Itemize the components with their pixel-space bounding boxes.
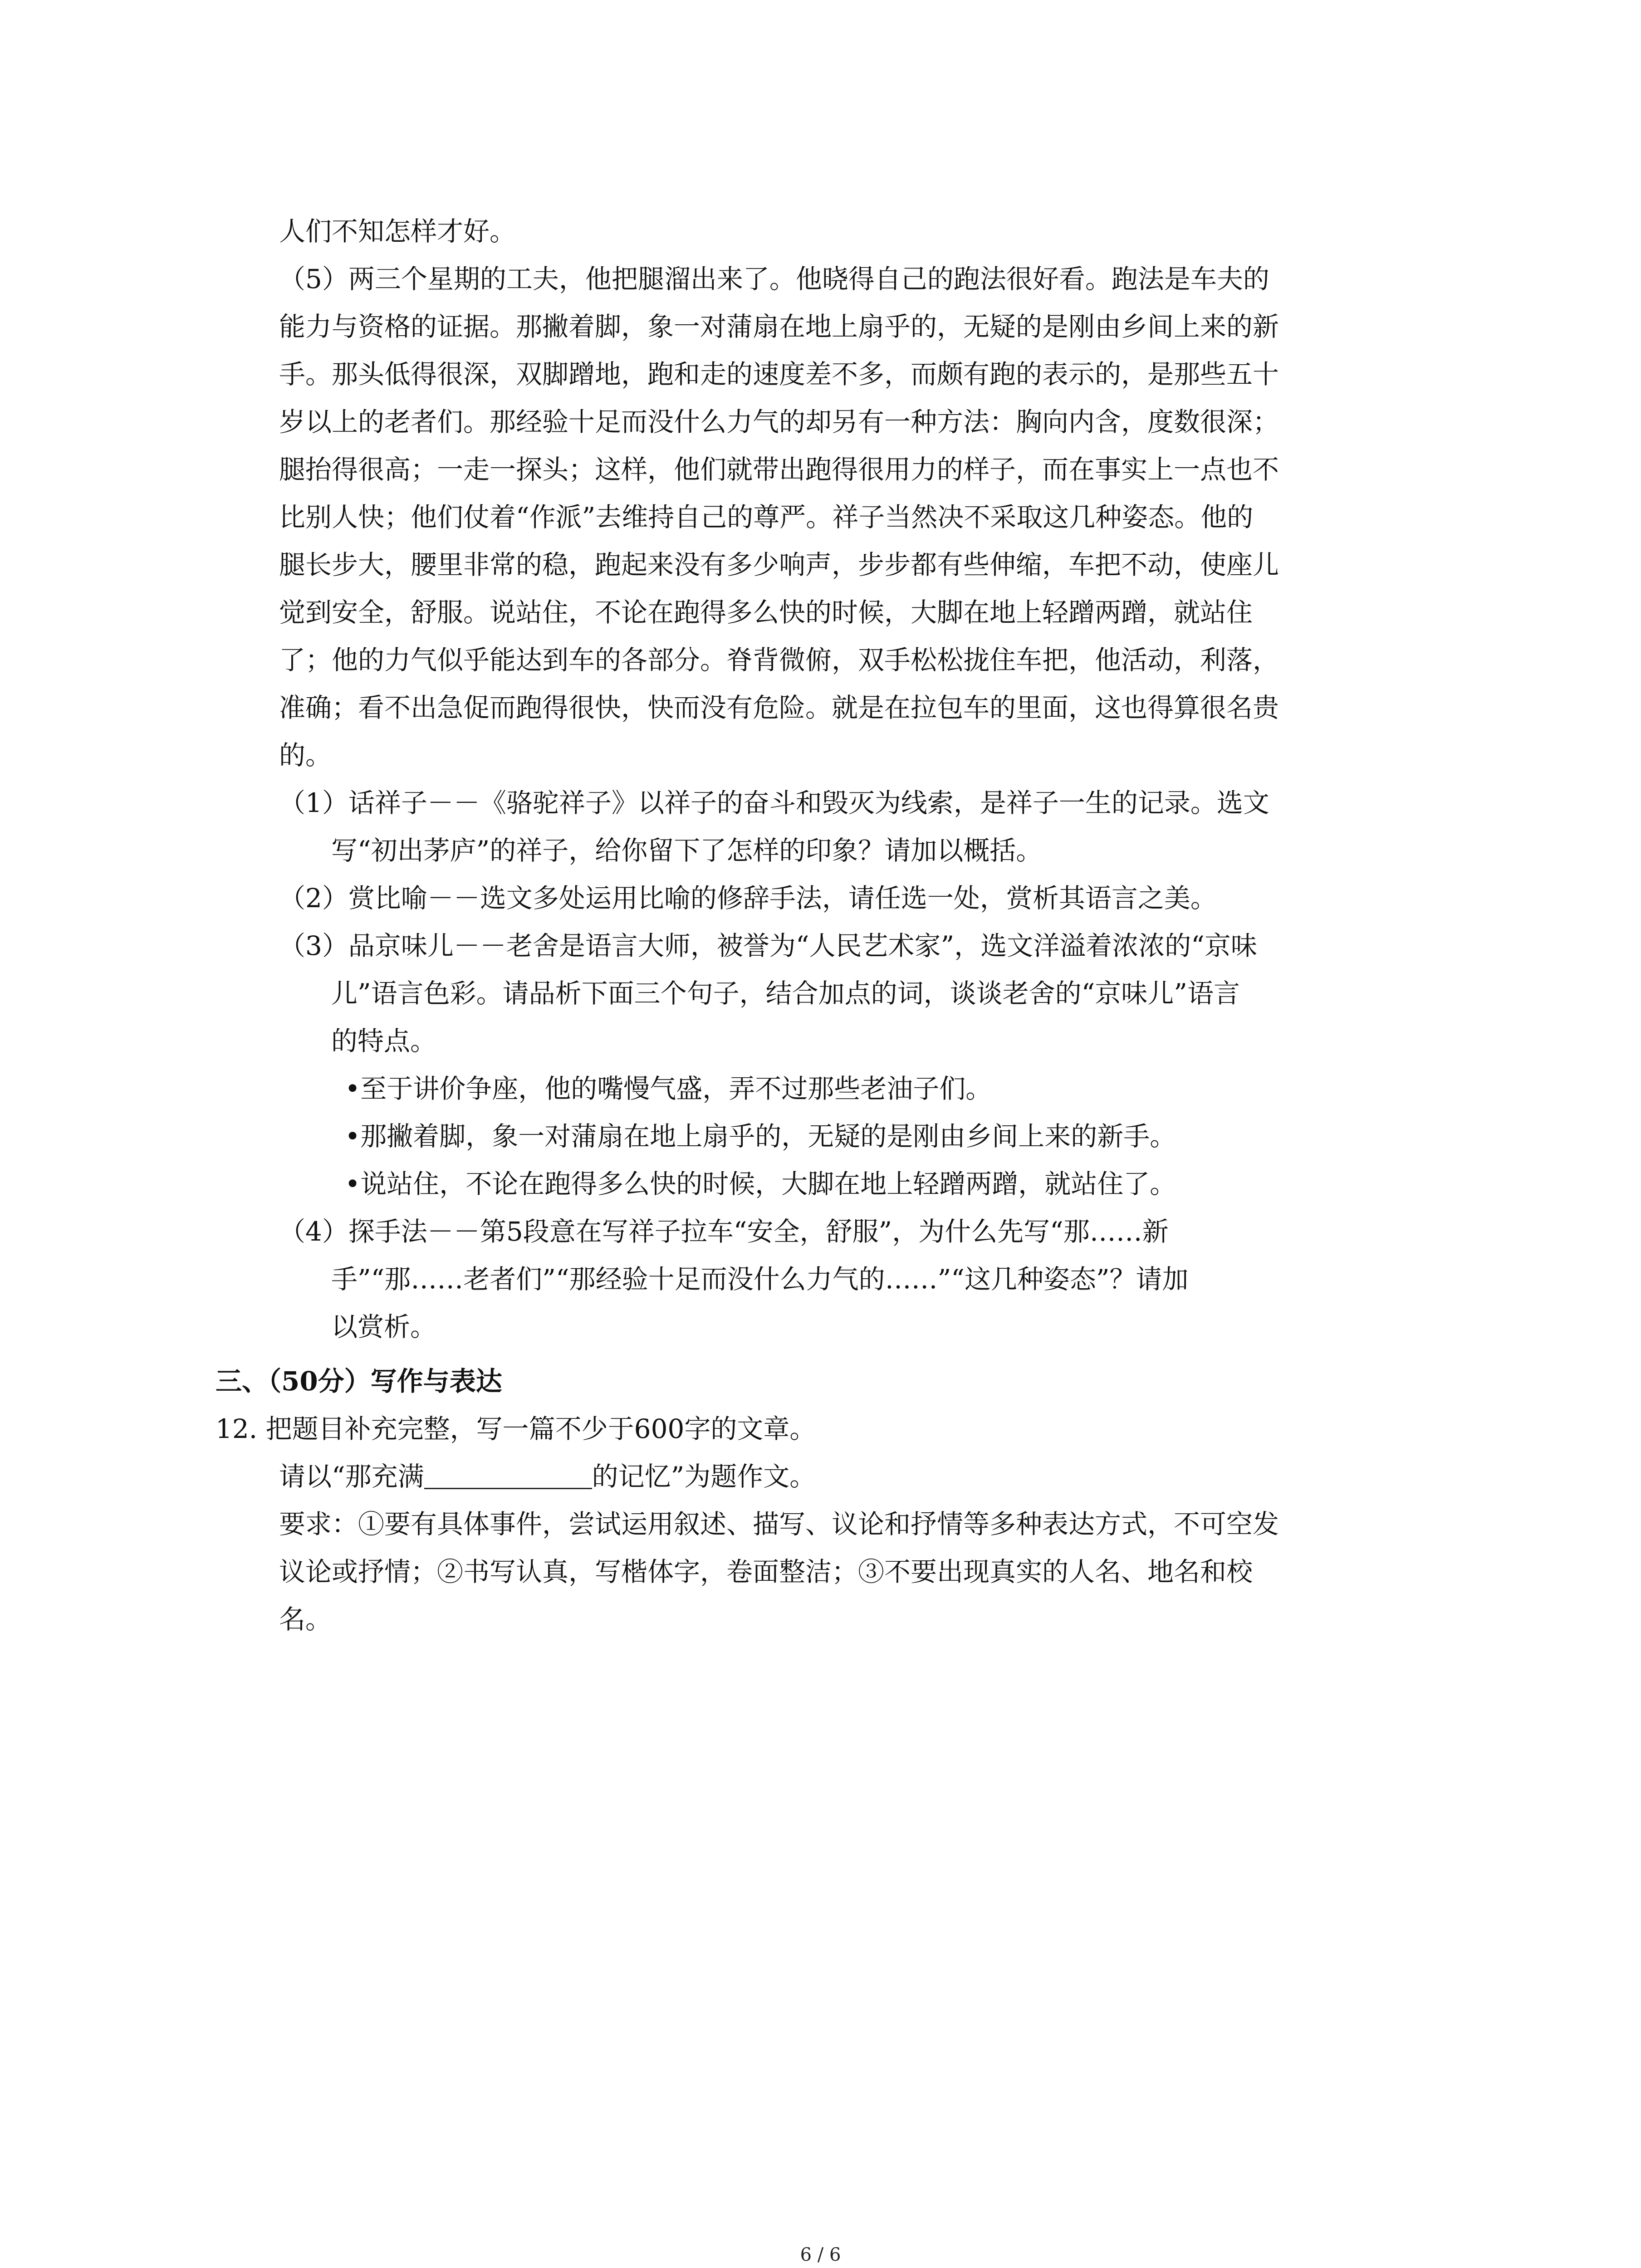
passage-line: 比别人快；他们仗着“作派”去维持自己的尊严。祥子当然决不采取这几种姿态。他的 [279,502,1254,533]
prompt-after: 的记忆”为题作文。 [592,1461,816,1492]
question-line: 的特点。 [331,1026,437,1056]
passage-line: 岁以上的老者们。那经验十足而没什么力气的却另有一种方法：胸向内含，度数很深； [279,406,1279,437]
section-heading: 三、（50分）写作与表达 [216,1366,502,1397]
question-line: （4）探手法－－第5段意在写祥子拉车“安全，舒服”，为什么先写“那……新 [279,1216,1169,1247]
question-line: 写“初出茅庐”的祥子，给你留下了怎样的印象？请加以概括。 [331,835,1043,866]
requirement-line: 名。 [279,1604,332,1635]
question-line: （3）品京味儿－－老舍是语言大师，被誉为“人民艺术家”，选文洋溢着浓浓的“京味 [279,930,1257,961]
page-number: 6 / 6 [800,2244,841,2265]
bullet-sentence: •那撇着脚，象一对蒲扇在地上扇乎的，无疑的是刚由乡间上来的新手。 [345,1121,1176,1152]
essay-prompt [279,1454,816,1499]
question-line: 手”“那……老者们”“那经验十足而没什么力气的……”“这几种姿态”？请加 [331,1264,1189,1295]
question-line: 以赏析。 [331,1311,437,1342]
passage-line: 了；他的力气似乎能达到车的各部分。脊背微俯，双手松松拢住车把，他活动，利落， [279,645,1279,675]
bullet-sentence: •至于讲价争座，他的嘴慢气盛，弄不过那些老油子们。 [345,1073,992,1104]
passage-line: 的。 [279,740,332,771]
bullet-sentence: •说站住，不论在跑得多么快的时候，大脚在地上轻蹭两蹭，就站住了。 [345,1168,1176,1199]
passage-line: 腿长步大，腰里非常的稳，跑起来没有多少响声，步步都有些伸缩，车把不动，使座儿 [279,549,1279,580]
question-line: （2）赏比喻－－选文多处运用比喻的修辞手法，请任选一处，赏析其语言之美。 [279,883,1217,914]
requirement-line: 议论或抒情；②书写认真，写楷体字，卷面整洁；③不要出现真实的人名、地名和校 [279,1556,1253,1587]
question-12: 12. 把题目补充完整，写一篇不少于600字的文章。 [216,1413,816,1444]
passage-line: 人们不知怎样才好。 [279,216,516,247]
passage-line: 手。那头低得很深，双脚蹭地，跑和走的速度差不多，而颇有跑的表示的，是那些五十 [279,359,1279,390]
requirement-line: 要求：①要有具体事件，尝试运用叙述、描写、议论和抒情等多种表达方式，不可空发 [279,1509,1279,1540]
title-blank [424,1459,592,1489]
question-line: 儿”语言色彩。请品析下面三个句子，结合加点的词，谈谈老舍的“京味儿”语言 [331,978,1240,1009]
question-line: （1）话祥子－－《骆驼祥子》以祥子的奋斗和毁灭为线索，是祥子一生的记录。选文 [279,787,1269,818]
passage-line: 准确；看不出急促而跑得很快，快而没有危险。就是在拉包车的里面，这也得算很名贵 [279,692,1279,723]
passage-line: 觉到安全，舒服。说站住，不论在跑得多么快的时候，大脚在地上轻蹭两蹭，就站住 [279,597,1253,628]
passage-line: 能力与资格的证据。那撇着脚，象一对蒲扇在地上扇乎的，无疑的是刚由乡间上来的新 [279,311,1279,342]
passage-line: 腿抬得很高；一走一探头；这样，他们就带出跑得很用力的样子，而在事实上一点也不 [279,454,1279,485]
passage-line: （5）两三个星期的工夫，他把腿溜出来了。他晓得自己的跑法很好看。跑法是车夫的 [279,264,1269,294]
prompt-before: 请以“那充满 [279,1461,424,1492]
